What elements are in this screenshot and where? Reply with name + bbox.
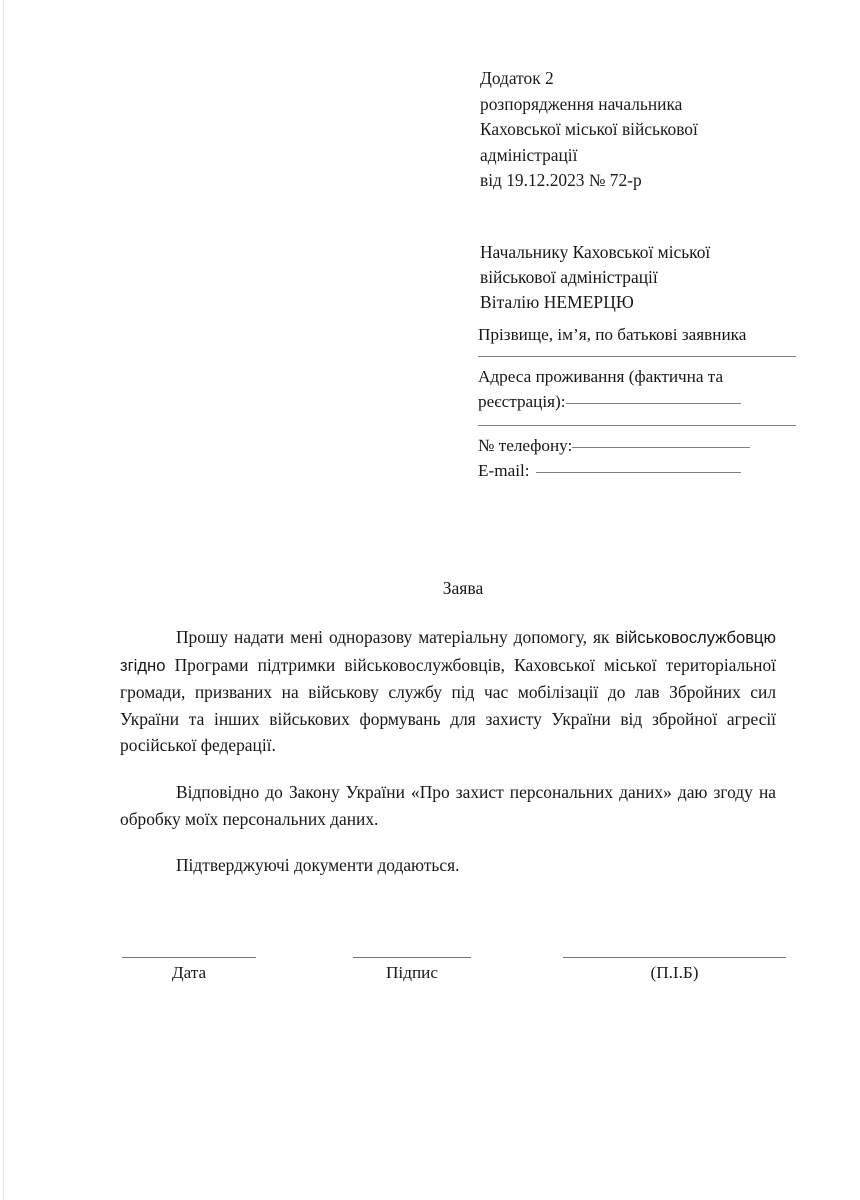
signature-cell-signature <box>353 957 471 988</box>
body-paragraph-2 <box>120 779 776 832</box>
signature-cell-name <box>563 957 786 988</box>
email-input-line[interactable] <box>536 472 741 473</box>
document-title: Заява <box>442 578 484 598</box>
paragraph-1-run-a: Прошу надати мені одноразову матеріальну допомогу, як <box>176 627 616 647</box>
phone-field-row <box>478 433 803 458</box>
body-paragraph-3 <box>120 852 776 879</box>
addressee-name: Віталію НЕМЕРЦЮ <box>480 292 634 312</box>
signature-label: Підпис <box>386 963 438 982</box>
addressee-line-1: Начальнику Каховської міської <box>480 242 711 262</box>
address-field-row <box>478 389 803 414</box>
header-line-2: розпорядження начальника <box>480 93 683 114</box>
address-input-line-2[interactable] <box>478 425 796 426</box>
applicant-fields-block <box>478 322 803 483</box>
address-caption-line-2: реєстрація): <box>478 392 566 411</box>
paragraph-1-run-b: військовослужбовцю згідно <box>120 628 776 675</box>
header-line-5: від 19.12.2023 № 72-р <box>480 170 642 190</box>
date-label: Дата <box>171 963 207 982</box>
addressee-block <box>480 240 820 315</box>
header-line-3: Каховської міської військової <box>480 119 698 139</box>
signature-cell-date <box>122 957 256 988</box>
page-edge <box>3 0 4 1200</box>
email-field-row <box>478 458 803 483</box>
full-name-caption: Прізвище, ім’я, по батькові заявника <box>478 325 747 344</box>
name-label: (П.І.Б) <box>650 963 699 982</box>
email-caption: E-mail: <box>478 461 530 480</box>
address-input-line[interactable] <box>566 403 741 404</box>
addressee-line-2: військової адміністрації <box>480 267 658 287</box>
body-paragraph-1 <box>120 624 776 759</box>
paragraph-1-run-c: Програми підтримки військовослужбовців, Каховської міської територіальної громади, призваних на військову службу під час мобілізації до лав Збройних сил України та інших військових формувань для захисту України від збройної агресії російської федерації. <box>120 654 776 756</box>
header-line-4: адміністрації <box>480 144 578 165</box>
signature-row <box>0 957 860 1017</box>
phone-caption: № телефону: <box>478 436 573 455</box>
address-caption-line-1: Адреса проживання (фактична та <box>478 367 724 386</box>
document-body <box>120 624 776 879</box>
phone-input-line[interactable] <box>572 447 750 448</box>
approval-reference-block <box>480 66 810 194</box>
header-line-1: Додаток 2 <box>480 68 554 88</box>
full-name-input-line[interactable] <box>478 356 796 357</box>
paragraph-3-text: Підтверджуючі документи додаються. <box>176 855 460 876</box>
paragraph-2-text: Відповідно до Закону України «Про захист персональних даних» даю згоду на обробку моїх персональних даних. <box>120 781 776 829</box>
